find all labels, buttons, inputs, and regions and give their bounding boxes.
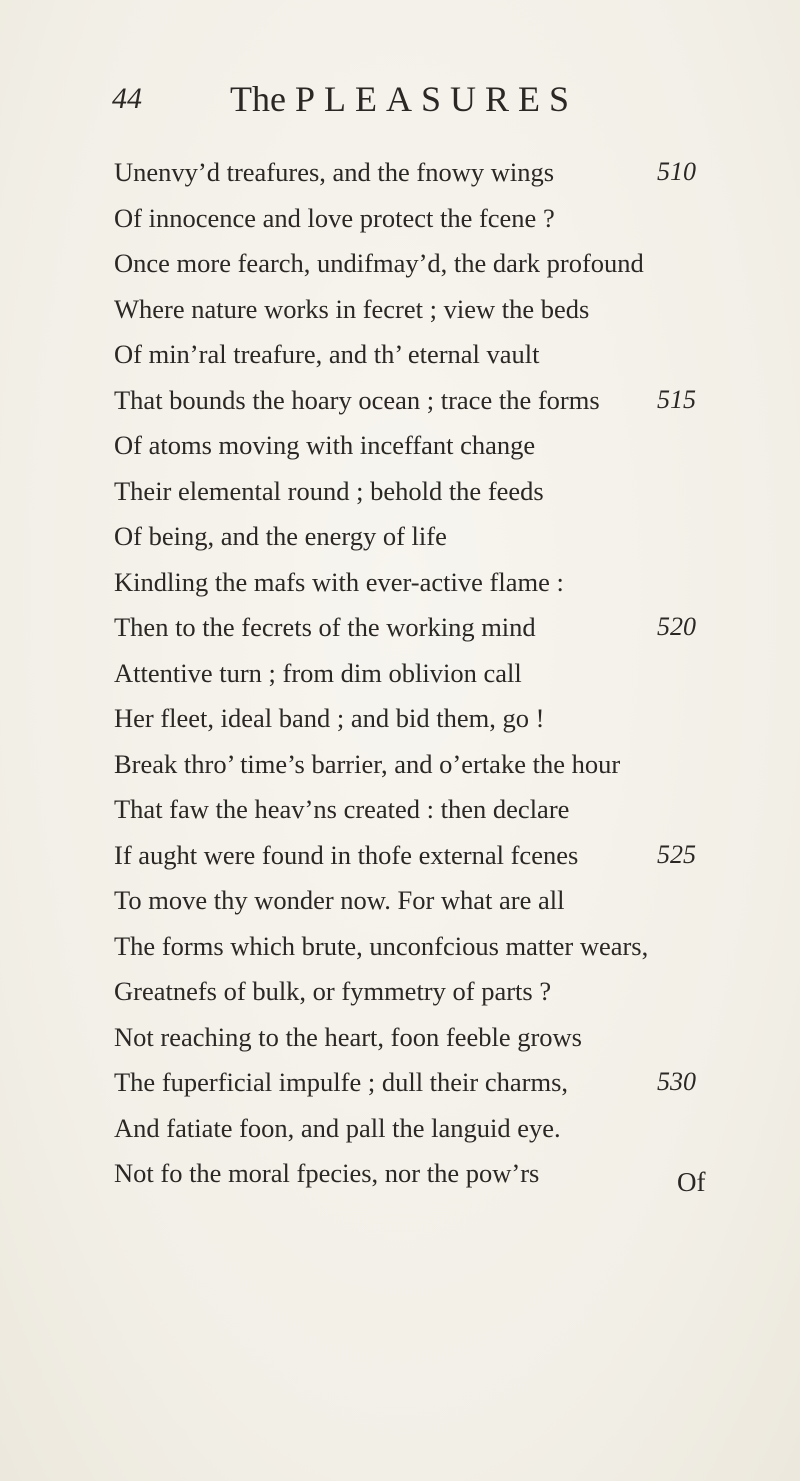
verse-line: That faw the heav’ns created : then declare	[114, 794, 570, 824]
line-number: 525	[657, 839, 696, 869]
verse-line: Where nature works in fecret ; view the beds	[114, 293, 590, 324]
verse-line: Of innocence and love protect the fcene ?	[114, 202, 555, 233]
verse-line: The fuperficial impulfe ; dull their charms,	[114, 1067, 569, 1097]
verse-line: Of min’ral treafure, and th’ eternal vault	[114, 339, 540, 369]
catchword: Of	[677, 1167, 706, 1197]
verse-line: Unenvy’d treafures, and the fnowy wings	[114, 157, 555, 187]
page-number: 44	[112, 82, 142, 115]
verse-line: Of being, and the energy of life	[114, 521, 447, 551]
verse-line: Her fleet, ideal band ; and bid them, go !	[114, 703, 545, 733]
running-title-prefix: The	[230, 79, 286, 119]
verse-line: Their elemental round ; behold the feeds	[114, 475, 544, 506]
verse-line: Of atoms moving with inceffant change	[114, 430, 536, 460]
verse-line: Not reaching to the heart, foon feeble grows	[114, 1021, 582, 1052]
line-number: 515	[657, 384, 696, 414]
verse-line: Break thro’ time’s barrier, and o’ertake the hour	[114, 748, 621, 779]
running-title	[230, 78, 578, 120]
verse-line: Once more fearch, undifmay’d, the dark profound	[114, 248, 644, 278]
verse-line: Then to the fecrets of the working mind	[114, 612, 536, 642]
verse-line: Not fo the moral fpecies, nor the pow’rs	[114, 1158, 540, 1188]
verse-line: That bounds the hoary ocean ; trace the forms	[114, 384, 600, 415]
page-header	[112, 78, 712, 128]
verse-line: Greatnefs of bulk, or fymmetry of parts ?	[114, 976, 552, 1006]
verse-line: And fatiate foon, and pall the languid eye.	[114, 1112, 561, 1143]
line-number: 520	[657, 612, 696, 641]
verse-line: If aught were found in thofe external fcenes	[114, 839, 579, 870]
line-number: 510	[657, 157, 696, 186]
running-title-caps: PLEASURES	[294, 79, 579, 119]
verse-line: To move thy wonder now. For what are all	[114, 885, 565, 915]
verse-line: Kindling the mafs with ever-active flame :	[114, 566, 564, 597]
verse-line: The forms which brute, unconfcious matter wears,	[114, 930, 649, 961]
line-number: 530	[657, 1067, 696, 1096]
verse-line: Attentive turn ; from dim oblivion call	[114, 657, 522, 688]
